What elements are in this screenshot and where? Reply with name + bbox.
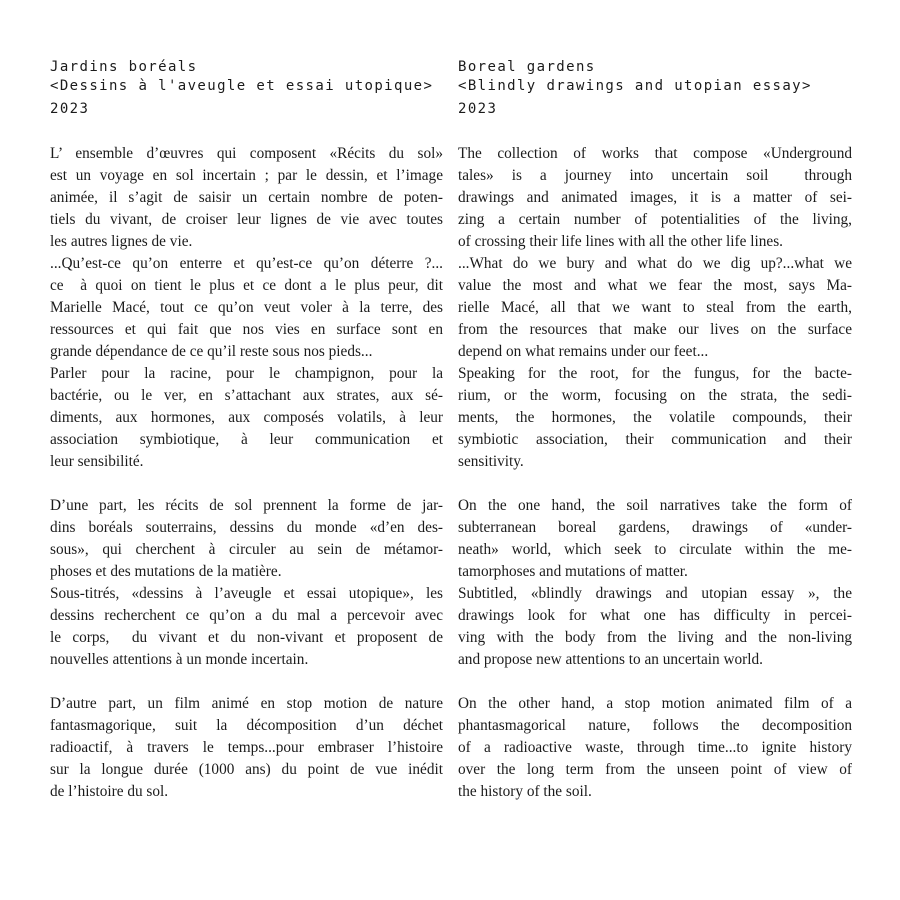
text-line: and propose new attentions to an uncertain world. (458, 651, 764, 668)
text-line: D’autre part, un film animé en stop motion de nature (50, 695, 443, 712)
text-line: ...What do we bury and what do we dig up?...what we (458, 255, 852, 272)
text-line: from the resources that make our lives on the surface (458, 321, 852, 338)
text-line: ce à quoi on tient le plus et ce dont a le plus peur, dit (50, 277, 443, 294)
text-line: L’ ensemble d’œuvres qui composent «Récits du sol» (50, 145, 443, 162)
text-line: animée, il s’agit de saisir un certain nombre de poten- (50, 189, 443, 206)
text-line: association symbiotique, à leur communication et (50, 431, 443, 448)
text-line: zing a certain number of potentialities of the living, (458, 211, 852, 228)
text-line: D’une part, les récits de sol prennent la forme de jar- (50, 497, 443, 514)
work-title-en: Boreal gardens (458, 59, 596, 75)
text-line: drawings and animated images, it is a matter of sei- (458, 189, 852, 206)
text-line: le corps, du vivant et du non-vivant et proposent de (50, 629, 443, 646)
text-line: Subtitled, «blindly drawings and utopian essay », the (458, 585, 852, 602)
text-line: symbiotic association, their communication and their (458, 431, 852, 448)
text-line: value the most and what we fear the most, says Ma- (458, 277, 852, 294)
text-line: Parler pour la racine, pour le champignon, pour la (50, 365, 443, 382)
text-line: dessins recherchent ce qu’on a du mal a percevoir avec (50, 607, 443, 624)
work-header-en (458, 58, 852, 119)
text-line: tales» is a journey into uncertain soil through (458, 167, 852, 184)
work-year-fr: 2023 (50, 101, 90, 117)
text-line: tiels du vivant, de croiser leur lignes de vie avec toutes (50, 211, 443, 228)
text-line: grande dépendance de ce qu’il reste sous nos pieds... (50, 343, 373, 360)
text-line: ressources et qui fait que nos vies en surface sont en (50, 321, 443, 338)
text-line: diments, aux hormones, aux composés volatils, à leur (50, 409, 443, 426)
paragraph (458, 253, 852, 363)
paragraph (458, 143, 852, 253)
paragraph (458, 693, 852, 803)
paragraph (458, 363, 852, 473)
text-line: radioactif, à travers le temps...pour embraser l’histoire (50, 739, 443, 756)
text-line: ments, the hormones, the volatile compounds, their (458, 409, 852, 426)
text-line: The collection of works that compose «Underground (458, 145, 852, 162)
text-line: neath» world, which seek to circulate within the me- (458, 541, 852, 558)
text-line: On the other hand, a stop motion animated film of a (458, 695, 852, 712)
text-block (50, 143, 443, 473)
body-text-fr (50, 143, 443, 803)
text-line: les autres lignes de vie. (50, 233, 193, 250)
text-line: depend on what remains under our feet... (458, 343, 709, 360)
text-line: subterranean boreal gardens, drawings of «under- (458, 519, 852, 536)
text-line: fantasmagorique, suit la décomposition d’un déchet (50, 717, 443, 734)
body-text-en (458, 143, 852, 803)
text-line: On the one hand, the soil narratives take the form of (458, 497, 852, 514)
paragraph (50, 583, 443, 671)
text-line: Sous-titrés, «dessins à l’aveugle et essai utopique», les (50, 585, 443, 602)
text-block (458, 495, 852, 671)
text-line: Speaking for the root, for the fungus, for the bacte- (458, 365, 852, 382)
paragraph (50, 363, 443, 473)
work-subtitle-en: <Blindly drawings and utopian essay> (458, 78, 812, 94)
work-subtitle-fr: <Dessins à l'aveugle et essai utopique> (50, 78, 434, 94)
paragraph (50, 253, 443, 363)
column-french (50, 58, 443, 803)
text-line: rielle Macé, all that we want to steal from the earth, (458, 299, 852, 316)
text-block (50, 495, 443, 671)
text-line: dins boréals souterrains, dessins du monde «d’en des- (50, 519, 443, 536)
text-block (458, 693, 852, 803)
text-line: nouvelles attentions à un monde incertain. (50, 651, 309, 668)
text-line: ...Qu’est-ce qu’on enterre et qu’est-ce qu’on déterre ?... (50, 255, 443, 272)
text-line: tamorphoses and mutations of matter. (458, 563, 688, 580)
text-line: phoses et des mutations de la matière. (50, 563, 282, 580)
text-block (50, 693, 443, 803)
text-line: ving with the body from the living and the non-living (458, 629, 852, 646)
text-line: est un voyage en sol incertain ; par le dessin, et l’image (50, 167, 443, 184)
text-line: of a radioactive waste, through time...to ignite history (458, 739, 852, 756)
text-line: phantasmagorical nature, follows the decomposition (458, 717, 852, 734)
paragraph (50, 143, 443, 253)
text-line: over the long term from the unseen point of view of (458, 761, 852, 778)
text-line: sur la longue durée (1000 ans) du point de vue inédit (50, 761, 443, 778)
text-line: rium, or the worm, focusing on the strata, the sedi- (458, 387, 852, 404)
paragraph (458, 495, 852, 583)
text-line: leur sensibilité. (50, 453, 144, 470)
text-line: drawings look for what one has difficulty in percei- (458, 607, 852, 624)
work-header-fr (50, 58, 443, 119)
text-line: of crossing their life lines with all the other life lines. (458, 233, 783, 250)
text-line: de l’histoire du sol. (50, 783, 169, 800)
work-title-fr: Jardins boréals (50, 59, 198, 75)
text-line: sous», qui cherchent à circuler au sein de métamor- (50, 541, 443, 558)
work-year-en: 2023 (458, 101, 498, 117)
text-line: bactérie, ou le ver, en s’attachant aux strates, aux sé- (50, 387, 443, 404)
text-line: the history of the soil. (458, 783, 592, 800)
text-line: Marielle Macé, tout ce qu’on veut voler à la terre, des (50, 299, 443, 316)
paragraph (50, 693, 443, 803)
column-english (458, 58, 852, 803)
paragraph (458, 583, 852, 671)
text-line: sensitivity. (458, 453, 524, 470)
paragraph (50, 495, 443, 583)
text-block (458, 143, 852, 473)
